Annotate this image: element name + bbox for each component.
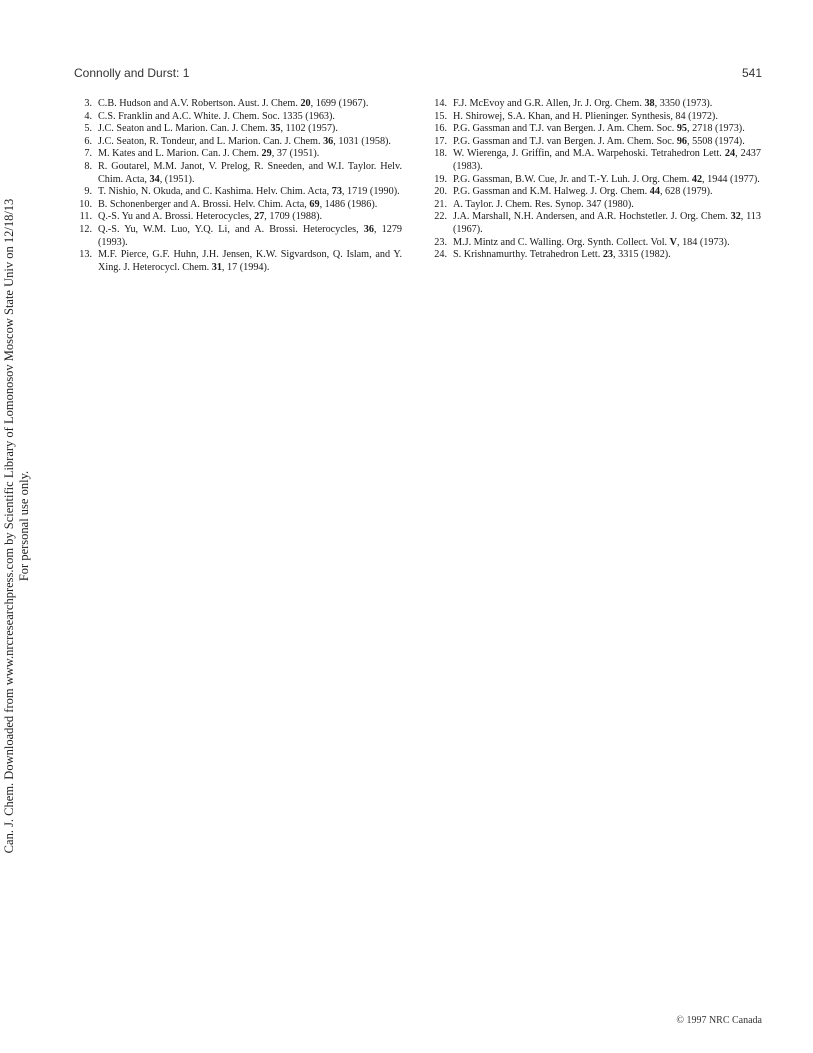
reference-text-segment: H. Shirowej, S.A. Khan, and H. Plieninger. Synthesis, 84 (1972). [453, 110, 718, 122]
reference-text-segment: , 17 (1994). [221, 261, 270, 273]
reference-text [453, 199, 761, 212]
reference-volume: 24 [724, 148, 736, 160]
reference-number: 19. [434, 173, 447, 185]
reference-text-segment: M.F. Pierce, G.F. Huhn, J.H. Jensen, K.W. Sigvardson, Q. Islam, and Y. Xing. J. Heterocycl. Chem. [98, 249, 402, 273]
reference-text-segment: , 1486 (1986). [319, 198, 378, 210]
reference-text [453, 136, 761, 149]
reference-text [98, 161, 402, 186]
copyright-notice: © 1997 NRC Canada [676, 1015, 762, 1026]
reference-text-segment: B. Schonenberger and A. Brossi. Helv. Chim. Acta, [98, 198, 310, 210]
reference-text-segment: C.B. Hudson and A.V. Robertson. Aust. J. Chem. [98, 98, 301, 109]
running-head [74, 66, 762, 80]
reference-text-segment: Q.-S. Yu, W.M. Luo, Y.Q. Li, and A. Brossi. Heterocycles, [98, 223, 364, 235]
reference-item [427, 136, 761, 149]
reference-text-segment: , (1951). [159, 173, 195, 185]
reference-number: 12. [79, 223, 92, 235]
reference-number: 16. [434, 123, 447, 135]
reference-item [427, 237, 761, 250]
reference-text [453, 186, 761, 199]
reference-item [72, 224, 402, 249]
references-right-column [427, 98, 761, 262]
reference-text-segment: J.A. Marshall, N.H. Andersen, and A.R. Hochstetler. J. Org. Chem. [453, 211, 731, 223]
reference-item [427, 199, 761, 212]
reference-number: 14. [434, 98, 447, 109]
reference-text-segment: A. Taylor. J. Chem. Res. Synop. 347 (1980). [453, 198, 634, 210]
reference-text [453, 174, 761, 187]
reference-text [98, 136, 402, 149]
reference-text-segment: R. Goutarel, M.M. Janot, V. Prelog, R. Sneeden, and W.I. Taylor. Helv. Chim. Acta, [98, 160, 402, 185]
reference-number: 5. [84, 123, 92, 135]
reference-item [72, 249, 402, 274]
reference-number: 24. [434, 249, 447, 261]
reference-volume: 44 [649, 186, 660, 198]
reference-item [72, 123, 402, 136]
reference-volume: 23 [602, 249, 613, 261]
reference-text [98, 98, 402, 111]
reference-item [427, 186, 761, 199]
reference-volume: 38 [644, 98, 655, 109]
reference-volume: 20 [300, 98, 311, 109]
reference-text [453, 249, 761, 262]
download-watermark [2, 176, 32, 876]
reference-number: 10. [79, 198, 92, 210]
reference-volume: 42 [691, 173, 703, 185]
reference-number: 21. [434, 198, 447, 210]
reference-text-segment: M. Kates and L. Marion. Can. J. Chem. [98, 148, 262, 160]
reference-text [453, 111, 761, 124]
reference-text [453, 237, 761, 250]
reference-text-segment: , 2437 (1983). [453, 148, 761, 172]
reference-item [427, 249, 761, 262]
reference-text [453, 123, 761, 136]
reference-text [98, 111, 402, 124]
reference-volume: 69 [309, 198, 320, 210]
references-left-column [72, 98, 402, 274]
reference-volume: 95 [676, 123, 688, 135]
reference-volume: 31 [211, 261, 222, 273]
reference-number: 15. [434, 110, 447, 122]
reference-number: 17. [434, 135, 447, 147]
reference-text [98, 211, 402, 224]
reference-text-segment: P.G. Gassman, B.W. Cue, Jr. and T.-Y. Luh. J. Org. Chem. [453, 173, 692, 185]
reference-text-segment: Q.-S. Yu and A. Brossi. Heterocycles, [98, 211, 255, 223]
reference-text-segment: , 628 (1979). [659, 186, 713, 198]
reference-text-segment: T. Nishio, N. Okuda, and C. Kashima. Helv. Chim. Acta, [98, 186, 332, 198]
reference-number: 23. [434, 236, 447, 248]
reference-text-segment: , 3350 (1973). [654, 98, 713, 109]
reference-text-segment: P.G. Gassman and T.J. van Bergen. J. Am. Chem. Soc. [453, 135, 677, 147]
reference-item [72, 136, 402, 149]
reference-text-segment: P.G. Gassman and K.M. Halweg. J. Org. Chem. [453, 186, 650, 198]
reference-text-segment: , 1709 (1988). [264, 211, 323, 223]
reference-text-segment: W. Wierenga, J. Griffin, and M.A. Warpehoski. Tetrahedron Lett. [453, 148, 725, 160]
reference-text-segment: J.C. Seaton, R. Tondeur, and L. Marion. Can. J. Chem. [98, 135, 324, 147]
reference-text-segment: F.J. McEvoy and G.R. Allen, Jr. J. Org. Chem. [453, 98, 645, 109]
reference-number: 18. [434, 148, 447, 160]
running-head-authors: Connolly and Durst: 1 [74, 66, 190, 80]
reference-number: 7. [84, 148, 92, 160]
reference-number: 3. [84, 98, 92, 109]
reference-volume: 35 [270, 123, 281, 135]
reference-text [453, 98, 761, 111]
reference-number: 20. [434, 186, 447, 198]
reference-item [72, 98, 402, 111]
reference-text-segment: S. Krishnamurthy. Tetrahedron Lett. [453, 249, 603, 261]
reference-item [427, 98, 761, 111]
reference-item [427, 211, 761, 236]
reference-number: 6. [84, 135, 92, 147]
reference-item [72, 148, 402, 161]
reference-item [72, 199, 402, 212]
reference-volume: 73 [331, 186, 342, 198]
reference-text [98, 199, 402, 212]
reference-item [427, 123, 761, 136]
reference-text-segment: , 3315 (1982). [613, 249, 671, 261]
download-watermark-line1: Can. J. Chem. Downloaded from www.nrcresearchpress.com by Scientific Library of Lomonosov Moscow State Univ on 12/18/13 [2, 198, 16, 854]
reference-text [98, 148, 402, 161]
reference-text [453, 148, 761, 173]
reference-number: 8. [84, 160, 92, 172]
reference-item [72, 161, 402, 186]
reference-text-segment: M.J. Mintz and C. Walling. Org. Synth. Collect. Vol. [453, 236, 670, 248]
reference-text [98, 224, 402, 249]
reference-text-segment: , 1944 (1977). [702, 173, 760, 185]
reference-item [427, 174, 761, 187]
reference-volume: V [669, 236, 677, 248]
reference-text-segment: , 1031 (1958). [333, 135, 391, 147]
reference-number: 22. [434, 211, 447, 223]
reference-text-segment: , 37 (1951). [271, 148, 320, 160]
reference-text-segment: P.G. Gassman and T.J. van Bergen. J. Am. Chem. Soc. [453, 123, 677, 135]
reference-volume: 96 [676, 135, 688, 147]
reference-text-segment: , 5508 (1974). [687, 135, 745, 147]
reference-volume: 36 [323, 135, 334, 147]
reference-number: 11. [79, 211, 92, 223]
reference-text [98, 186, 402, 199]
reference-volume: 27 [254, 211, 265, 223]
reference-number: 13. [79, 249, 92, 261]
reference-text-segment: C.S. Franklin and A.C. White. J. Chem. Soc. 1335 (1963). [98, 110, 335, 122]
reference-number: 9. [84, 186, 92, 198]
reference-text-segment: , 1102 (1957). [280, 123, 338, 135]
reference-text-segment: , 1279 (1993). [98, 223, 402, 248]
download-watermark-line2: For personal use only. [17, 470, 31, 582]
reference-volume: 34 [149, 173, 160, 185]
reference-text-segment: J.C. Seaton and L. Marion. Can. J. Chem. [98, 123, 271, 135]
reference-volume: 36 [363, 223, 374, 235]
reference-text [98, 123, 402, 136]
reference-text-segment: , 184 (1973). [676, 236, 730, 248]
reference-text-segment: , 1719 (1990). [341, 186, 400, 198]
reference-text-segment: , 2718 (1973). [687, 123, 745, 135]
reference-volume: 32 [730, 211, 741, 223]
reference-item [427, 148, 761, 173]
reference-text-segment: , 113 (1967). [453, 211, 761, 235]
reference-text [98, 249, 402, 274]
reference-volume: 29 [261, 148, 272, 160]
page-number: 541 [741, 66, 762, 80]
reference-text-segment: , 1699 (1967). [310, 98, 369, 109]
reference-item [427, 111, 761, 124]
reference-item [72, 186, 402, 199]
reference-number: 4. [84, 110, 92, 122]
reference-item [72, 111, 402, 124]
reference-item [72, 211, 402, 224]
reference-text [453, 211, 761, 236]
